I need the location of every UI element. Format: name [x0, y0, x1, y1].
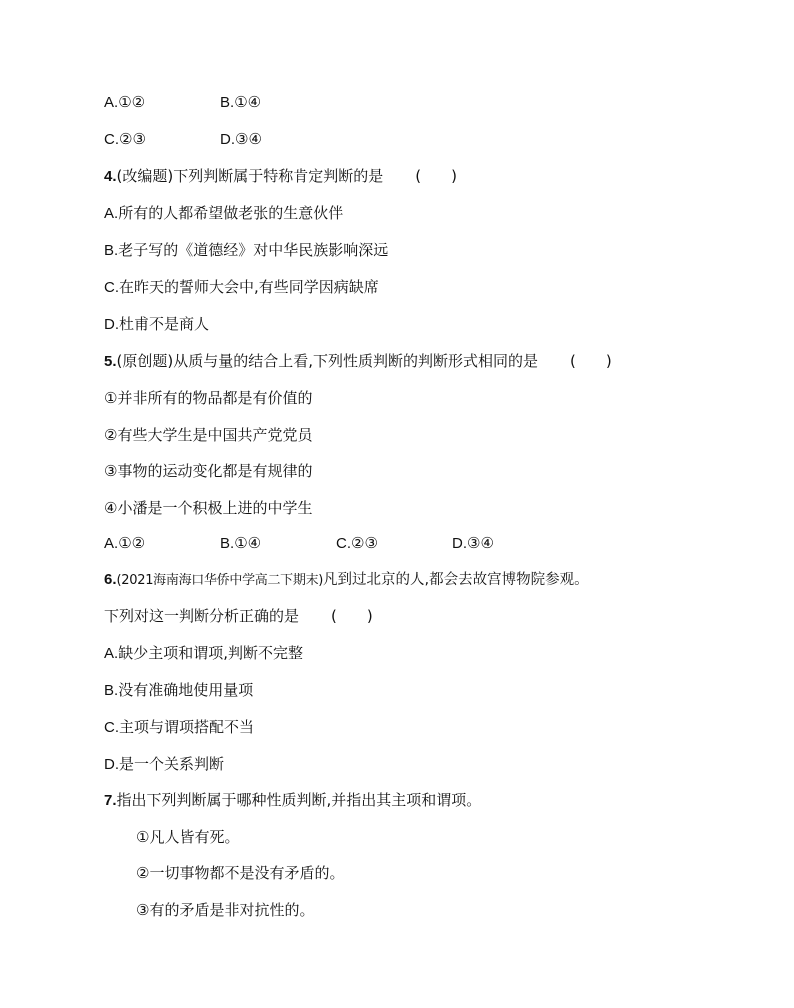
q5-option-c: C.②③ — [336, 534, 378, 552]
q5-stem: 5.(原创题)从质与量的结合上看,下列性质判断的判断形式相同的是 ( ) — [104, 352, 612, 370]
q6-stem-continued: 下列对这一判断分析正确的是 ( ) — [104, 607, 373, 625]
q3-option-b: B.①④ — [220, 93, 262, 111]
q7-item-2: ②一切事物都不是没有矛盾的。 — [136, 864, 345, 882]
q5-options-row — [104, 533, 494, 554]
q6-option-c: C.主项与谓项搭配不当 — [104, 718, 255, 736]
q5-item-1: ①并非所有的物品都是有价值的 — [104, 389, 313, 407]
q4-option-a: A.所有的人都希望做老张的生意伙伴 — [104, 204, 344, 222]
q3-options-row-2 — [104, 129, 262, 150]
q5-option-d: D.③④ — [452, 534, 494, 552]
q4-option-d: D.杜甫不是商人 — [104, 315, 210, 333]
q4-option-b: B.老子写的《道德经》对中华民族影响深远 — [104, 241, 389, 259]
q5-item-3: ③事物的运动变化都是有规律的 — [104, 462, 313, 480]
q6-stem: 6.(2021海南海口华侨中学高二下期末)凡到过北京的人,都会去故宫博物院参观。 — [104, 571, 589, 588]
q7-item-3: ③有的矛盾是非对抗性的。 — [136, 901, 315, 919]
q6-option-b: B.没有准确地使用量项 — [104, 681, 254, 699]
q6-option-d: D.是一个关系判断 — [104, 755, 225, 773]
q4-option-c: C.在昨天的誓师大会中,有些同学因病缺席 — [104, 278, 379, 296]
q5-item-4: ④小潘是一个积极上进的中学生 — [104, 499, 313, 517]
q3-option-c: C.②③ — [104, 130, 146, 148]
q5-option-a: A.①② — [104, 534, 146, 552]
q6-option-a: A.缺少主项和谓项,判断不完整 — [104, 644, 303, 662]
q5-item-2: ②有些大学生是中国共产党党员 — [104, 426, 313, 444]
q3-option-a: A.①② — [104, 93, 146, 111]
q3-options-row-1 — [104, 92, 261, 113]
q7-stem: 7.指出下列判断属于哪种性质判断,并指出其主项和谓项。 — [104, 791, 482, 809]
q5-option-b: B.①④ — [220, 534, 262, 552]
q3-option-d: D.③④ — [220, 130, 262, 148]
q4-stem: 4.(改编题)下列判断属于特称肯定判断的是 ( ) — [104, 167, 457, 185]
q7-item-1: ①凡人皆有死。 — [136, 828, 240, 846]
